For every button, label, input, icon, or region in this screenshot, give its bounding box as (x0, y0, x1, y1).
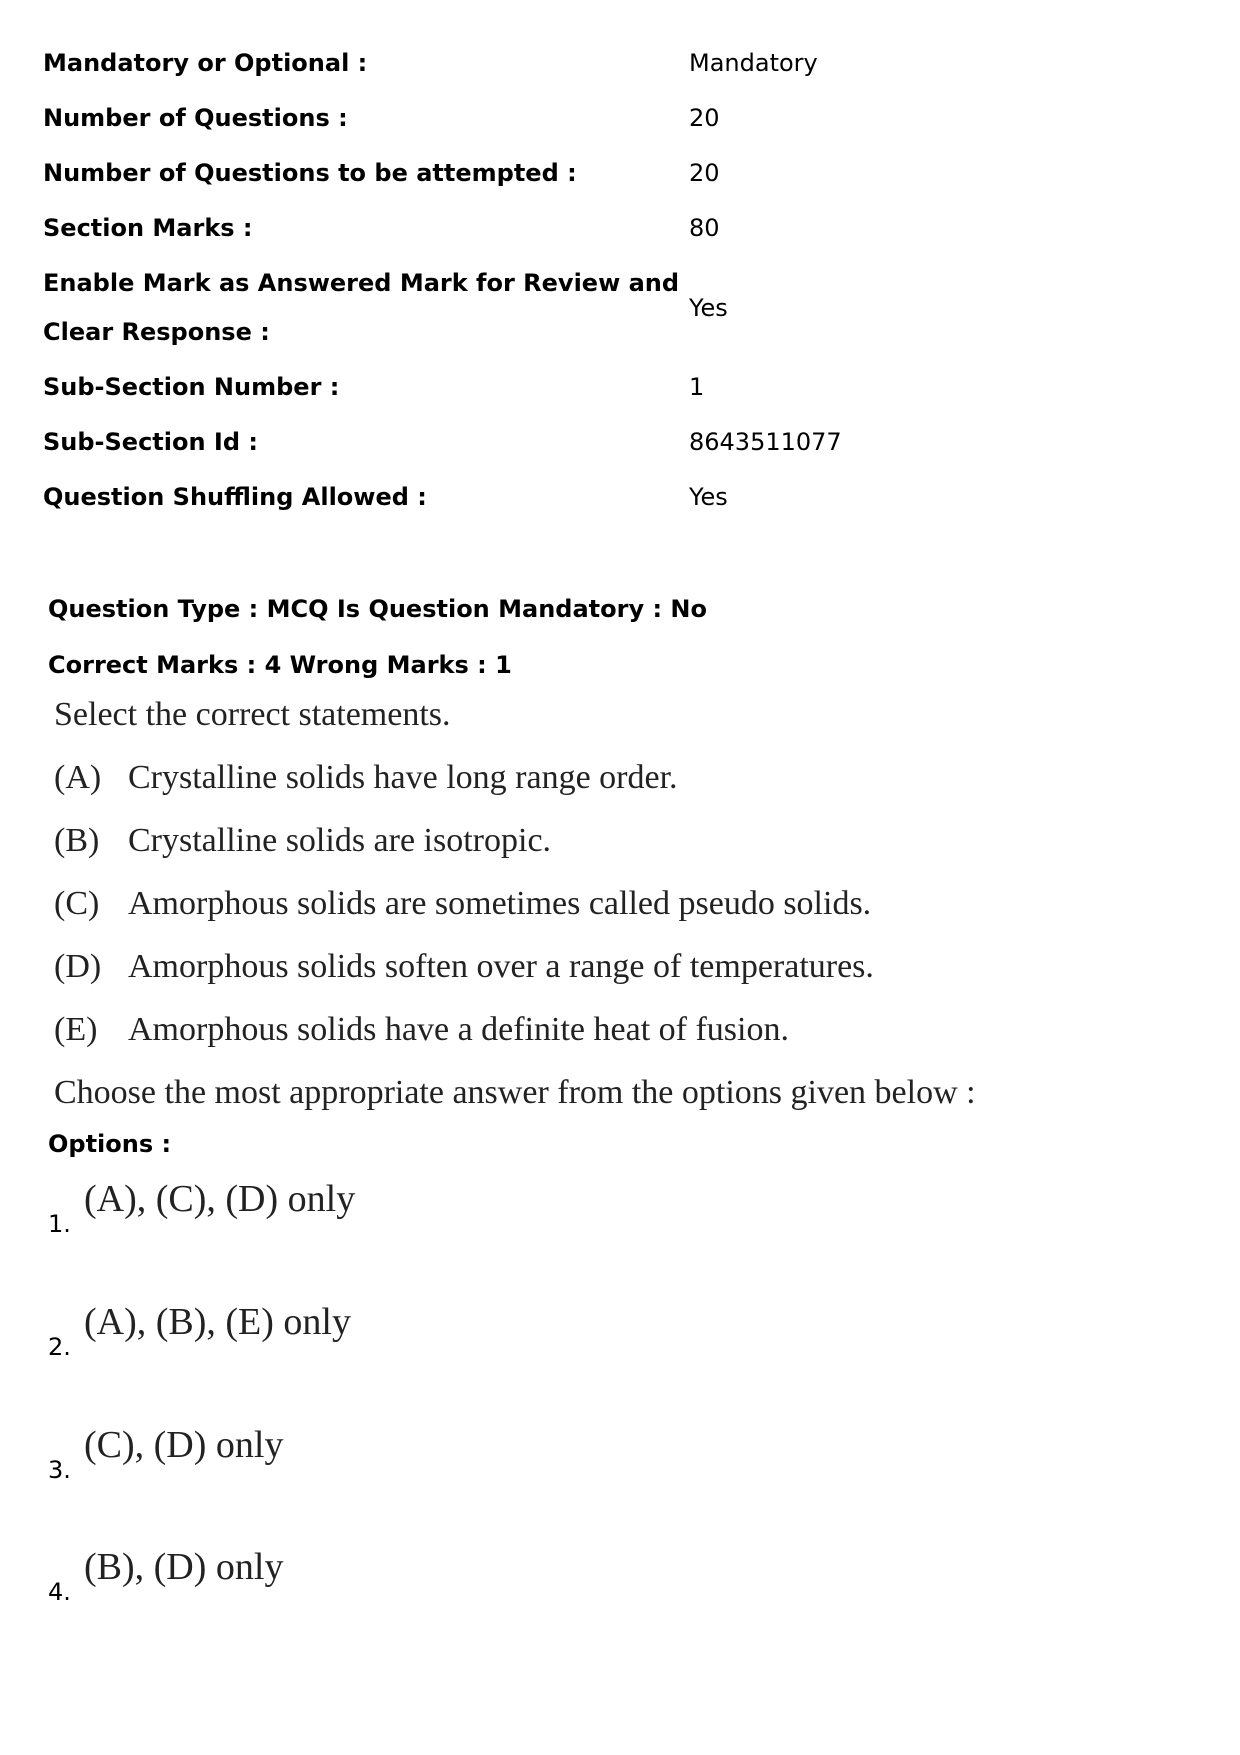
statement-key: (E) (54, 1011, 98, 1048)
info-row-sub-section-id (43, 415, 1193, 470)
statement-a (54, 753, 976, 816)
option-number: 2. (48, 1333, 71, 1361)
info-value: 80 (689, 214, 720, 242)
info-row-questions-to-attempt (43, 146, 1193, 201)
info-row-section-marks (43, 201, 1193, 256)
info-row-mandatory (43, 36, 1193, 91)
info-label: Sub-Section Id : (43, 428, 258, 456)
option-2[interactable] (48, 1301, 351, 1362)
info-value: 1 (689, 373, 705, 401)
info-value: Yes (689, 483, 728, 511)
info-label-line-1: Enable Mark as Answered Mark for Review and (43, 269, 680, 297)
info-label: Number of Questions : (43, 104, 348, 132)
statement-key: (B) (54, 822, 100, 859)
question-header (48, 585, 707, 697)
statement-key: (A) (54, 759, 102, 796)
info-value: 8643511077 (689, 428, 842, 456)
info-value: Yes (689, 293, 728, 322)
option-text: (A), (C), (D) only (84, 1178, 356, 1220)
option-number: 4. (48, 1578, 71, 1606)
info-label-line-2: Clear Response : (43, 318, 270, 346)
statement-text: Crystalline solids are isotropic. (128, 822, 552, 859)
section-info-table (43, 36, 1193, 525)
info-value: 20 (689, 159, 720, 187)
statement-e (54, 1005, 976, 1068)
statement-key: (C) (54, 885, 100, 922)
option-1[interactable] (48, 1178, 356, 1239)
info-label (43, 259, 689, 357)
statement-b (54, 816, 976, 879)
statement-c (54, 879, 976, 942)
question-marks-line: Correct Marks : 4 Wrong Marks : 1 (48, 651, 512, 679)
info-label: Mandatory or Optional : (43, 49, 368, 77)
question-instruction: Choose the most appropriate answer from the options given below : (54, 1074, 976, 1111)
info-row-number-of-questions (43, 91, 1193, 146)
info-label: Number of Questions to be attempted : (43, 159, 577, 187)
question-body (54, 690, 976, 1131)
option-text: (A), (B), (E) only (84, 1301, 351, 1343)
statement-d (54, 942, 976, 1005)
option-number: 1. (48, 1210, 71, 1238)
option-text: (C), (D) only (84, 1424, 284, 1466)
statement-key: (D) (54, 948, 102, 985)
statement-text: Crystalline solids have long range order. (128, 759, 678, 796)
info-value: Mandatory (689, 49, 818, 77)
statement-text: Amorphous solids soften over a range of temperatures. (128, 948, 874, 985)
info-label: Sub-Section Number : (43, 373, 340, 401)
info-label: Section Marks : (43, 214, 253, 242)
option-3[interactable] (48, 1424, 284, 1485)
options-label: Options : (48, 1130, 172, 1158)
question-prompt: Select the correct statements. (54, 696, 451, 733)
statement-text: Amorphous solids have a definite heat of fusion. (128, 1011, 789, 1048)
option-number: 3. (48, 1456, 71, 1484)
option-4[interactable] (48, 1546, 284, 1607)
option-text: (B), (D) only (84, 1546, 284, 1588)
info-value: 20 (689, 104, 720, 132)
question-type-line: Question Type : MCQ Is Question Mandatory : No (48, 595, 707, 623)
info-row-enable-mark (43, 256, 1193, 360)
statement-text: Amorphous solids are sometimes called pseudo solids. (128, 885, 872, 922)
info-row-shuffling (43, 470, 1193, 525)
info-row-sub-section-number (43, 360, 1193, 415)
info-label: Question Shuffling Allowed : (43, 483, 427, 511)
